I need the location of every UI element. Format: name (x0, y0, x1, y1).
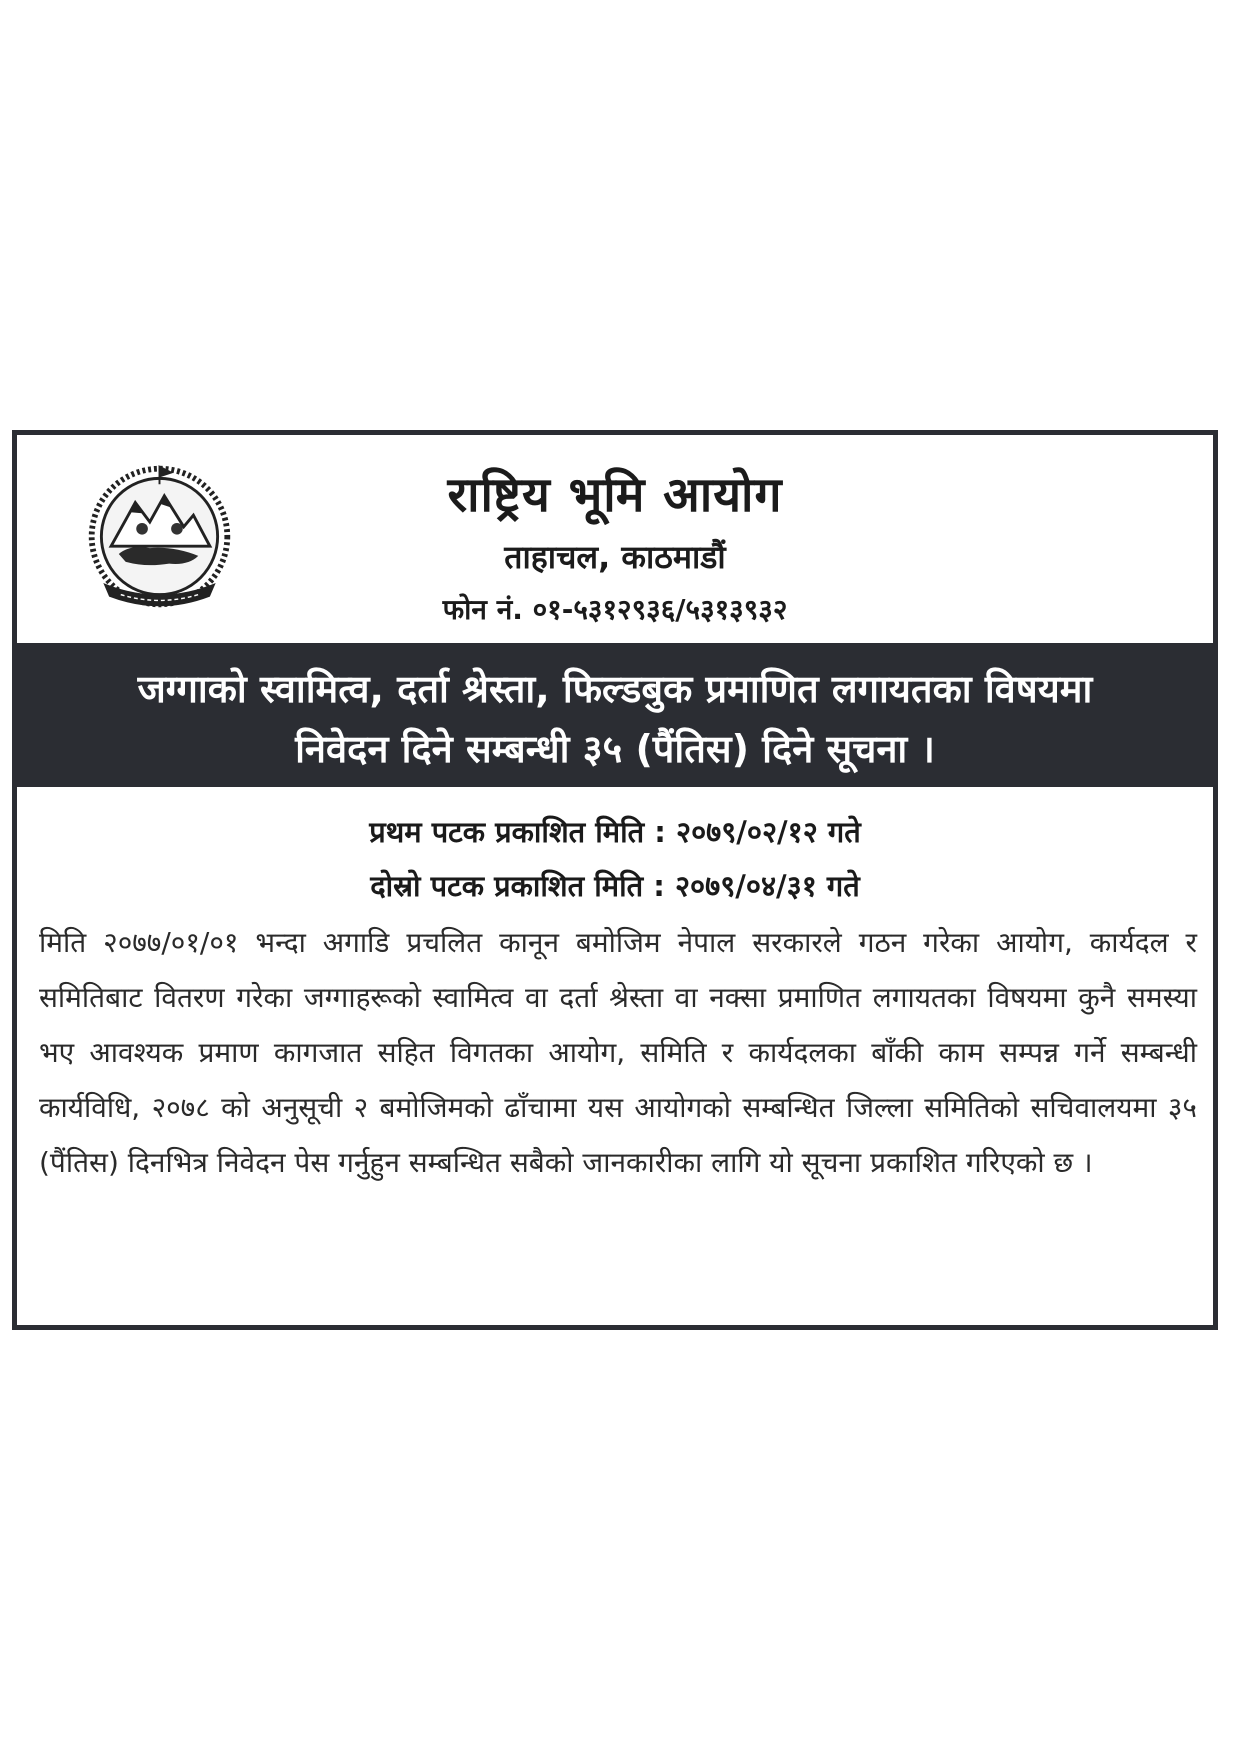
org-name: राष्ट्रिय भूमि आयोग (447, 467, 783, 523)
second-publication-value: २०७९/०४/३१ (674, 869, 817, 903)
org-phone: फोन नं. ०१-५३१२९३६/५३१३९३२ (442, 593, 788, 626)
first-publication-date (17, 805, 1213, 859)
publication-dates (17, 805, 1213, 913)
notice-title-line-2: निवेदन दिने सम्बन्धी ३५ (पैंतिस) दिने सूचना । (295, 727, 935, 771)
first-publication-label: प्रथम पटक प्रकाशित मिति : (369, 815, 666, 849)
second-publication-date (17, 859, 1213, 913)
second-publication-label: दोस्रो पटक प्रकाशित मिति : (370, 869, 665, 903)
notice-body: मिति २०७७/०१/०१ भन्दा अगाडि प्रचलित कानून बमोजिम नेपाल सरकारले गठन गरेका आयोग, कार्यदल र समितिबाट वितरण गरेका जग्गाहरूको स्वामित्व वा दर्ता श्रेस्ता वा नक्सा प्रमाणित लगायतका विषयमा कुनै समस्या भए आवश्यक प्रमाण कागजात सहित विगतका आयोग, समिति र कार्यदलका बाँकी काम सम्पन्न गर्ने सम्बन्धी कार्यविधि, २०७८ को अनुसूची २ बमोजिमको ढाँचामा यस आयोगको सम्बन्धित जिल्ला समितिको सचिवालयमा ३५ (पैंतिस) दिनभित्र निवेदन पेस गर्नुहुन सम्बन्धित सबैको जानकारीका लागि यो सूचना प्रकाशित गरिएको छ । (39, 926, 1197, 1179)
first-publication-suffix: गते (827, 815, 861, 849)
second-publication-suffix: गते (826, 869, 860, 903)
notice-box (12, 430, 1218, 1330)
first-publication-value: २०७९/०२/१२ (675, 815, 818, 849)
notice-header (17, 435, 1213, 643)
notice-title-band (17, 643, 1213, 787)
notice-title-line-1: जग्गाको स्वामित्व, दर्ता श्रेस्ता, फिल्डबुक प्रमाणित लगायतका विषयमा (137, 667, 1093, 711)
org-address: ताहाचल, काठमाडौं (504, 538, 726, 576)
